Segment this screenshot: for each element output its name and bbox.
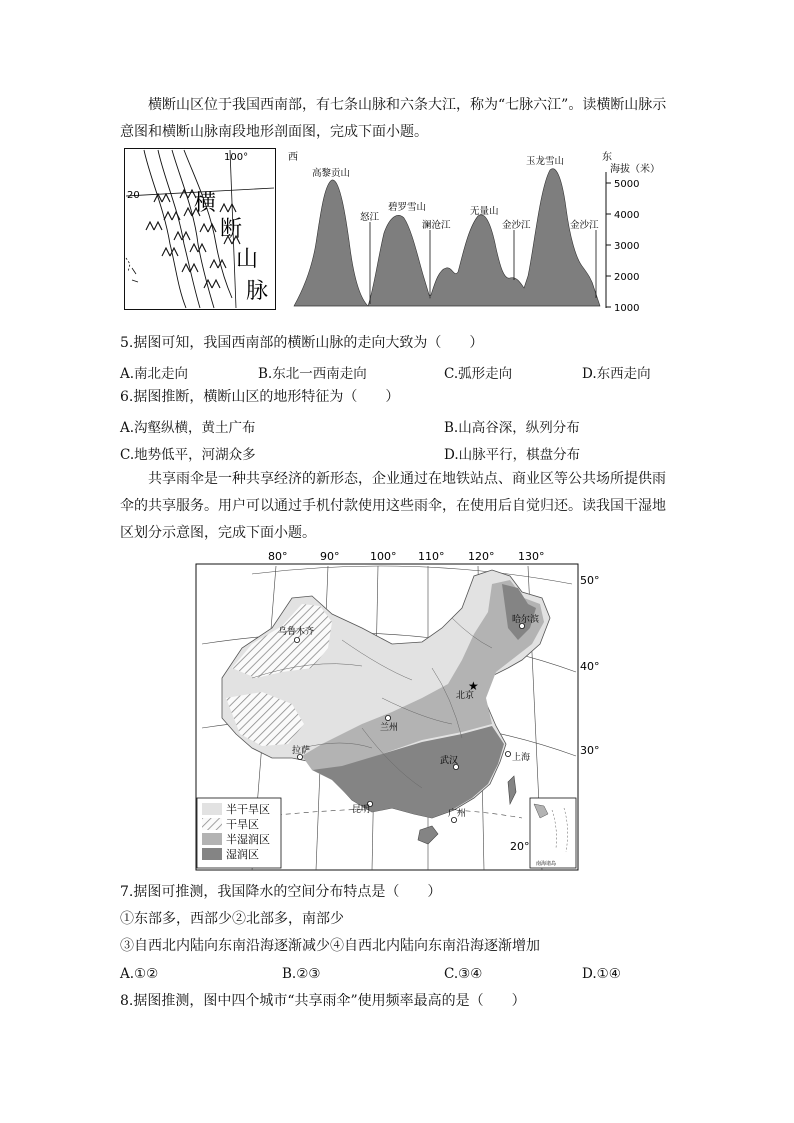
- q5-option-c[interactable]: C.弧形走向: [444, 366, 513, 382]
- profile-ytick-4000: 4000: [614, 210, 640, 221]
- q7-option-b[interactable]: B.②③: [282, 966, 321, 982]
- profile-ytick-5000: 5000: [614, 179, 640, 190]
- q7-option-c[interactable]: C.③④: [444, 966, 483, 982]
- q7-stem: 7.据图可推测，我国降水的空间分布特点是（ ）: [120, 884, 442, 900]
- city-wuhan: 武汉: [440, 756, 459, 766]
- city-kunming: 昆明: [352, 805, 371, 815]
- profile-label-1: 高黎贡山: [312, 168, 351, 179]
- legend-semihumid: 半湿润区: [226, 833, 270, 846]
- map1-lon-label: 100°: [224, 152, 249, 163]
- map1-lat-label: 20: [127, 190, 140, 201]
- profile-ytick-1000: 1000: [614, 303, 640, 314]
- profile-east: 东: [602, 152, 612, 163]
- terrain-profile: [284, 148, 674, 314]
- legend-arid: 干旱区: [226, 818, 259, 831]
- legend-humid: 湿润区: [226, 848, 259, 861]
- q5-option-a[interactable]: A.南北走向: [120, 366, 189, 382]
- q5-stem: 5.据图可知，我国西南部的横断山脉的走向大致为（ ）: [120, 335, 484, 351]
- lat-50: 50°: [580, 574, 600, 587]
- q7-statement-2: ③自西北内陆向东南沿海逐渐减少④自西北内陆向东南沿海逐渐增加: [120, 938, 540, 954]
- hengduan-map: [124, 148, 276, 310]
- profile-label-3: 碧罗雪山: [388, 202, 427, 213]
- city-shanghai: 上海: [512, 753, 531, 763]
- map1-char-4: 脉: [246, 279, 269, 304]
- intro2-line1: 共享雨伞是一种共享经济的新形态，企业通过在地铁站点、商业区等公共场所提供雨: [148, 471, 666, 487]
- intro2-line2: 伞的共享服务。用户可以通过手机付款使用这些雨伞，在使用后自觉归还。读我国干湿地: [120, 498, 666, 514]
- q6-option-b[interactable]: B.山高谷深，纵列分布: [444, 420, 580, 436]
- lat-40: 40°: [580, 660, 600, 673]
- map1-char-3: 山: [236, 247, 259, 272]
- q7-option-a[interactable]: A.①②: [120, 966, 159, 982]
- profile-label-6: 金沙江: [502, 220, 531, 231]
- lon-90: 90°: [320, 550, 340, 563]
- lon-130: 130°: [518, 550, 545, 563]
- lon-80: 80°: [268, 550, 288, 563]
- terrain-silhouette: [294, 169, 600, 306]
- q6-option-d[interactable]: D.山脉平行，棋盘分布: [444, 447, 581, 463]
- profile-label-7: 玉龙雪山: [526, 156, 565, 167]
- q7-statement-1: ①东部多，西部少②北部多，南部少: [120, 911, 344, 927]
- lat-30: 30°: [580, 744, 600, 757]
- q6-option-a[interactable]: A.沟壑纵横，黄土广布: [120, 420, 256, 436]
- city-guangzhou: 广州: [448, 809, 467, 819]
- intro1-line2: 意图和横断山脉南段地形剖面图，完成下面小题。: [120, 124, 428, 140]
- legend-swatch-semihumid: [202, 833, 222, 845]
- q5-option-b[interactable]: B.东北一西南走向: [258, 366, 367, 382]
- city-urumqi: 乌鲁木齐: [278, 627, 315, 637]
- city-lanzhou: 兰州: [380, 723, 399, 733]
- q5-option-d[interactable]: D.东西走向: [582, 366, 651, 382]
- lon-110: 110°: [418, 550, 445, 563]
- profile-unit: 海拔（米）: [610, 164, 660, 175]
- intro1-line1: 横断山区位于我国西南部，有七条山脉和六条大江，称为“七脉六江”。读横断山脉示: [148, 97, 667, 113]
- legend-swatch-semiarid: [202, 803, 222, 815]
- legend-swatch-arid: [202, 818, 222, 830]
- q7-option-d[interactable]: D.①④: [582, 966, 621, 982]
- city-lhasa: 拉萨: [292, 746, 311, 756]
- inset-caption: 南海诸岛: [536, 861, 557, 867]
- lon-120: 120°: [468, 550, 495, 563]
- profile-label-2: 怒江: [360, 212, 380, 223]
- q6-option-c[interactable]: C.地势低平，河湖众多: [120, 447, 256, 463]
- q6-stem: 6.据图推断，横断山区的地形特征为（ ）: [120, 389, 400, 405]
- profile-label-8: 金沙江: [570, 220, 599, 231]
- capital-star-icon: ★: [468, 679, 479, 693]
- map1-char-1: 横: [194, 191, 217, 216]
- lat-20: 20°: [510, 840, 530, 853]
- profile-ytick-3000: 3000: [614, 241, 640, 252]
- profile-label-5: 无量山: [470, 206, 499, 217]
- city-harbin: 哈尔滨: [512, 615, 540, 625]
- china-drywet-map: [192, 548, 608, 874]
- map1-char-2: 断: [220, 217, 243, 242]
- profile-ytick-2000: 2000: [614, 272, 640, 283]
- legend-semiarid: 半干旱区: [226, 803, 270, 816]
- lon-100: 100°: [370, 550, 397, 563]
- profile-west: 西: [288, 152, 298, 163]
- intro2-line3: 区划分示意图，完成下面小题。: [120, 525, 316, 541]
- q8-stem: 8.据图推测，图中四个城市“共享雨伞”使用频率最高的是（ ）: [120, 993, 526, 1009]
- profile-label-4: 澜沧江: [422, 220, 451, 231]
- city-beijing: 北京: [456, 691, 475, 701]
- legend-swatch-humid: [202, 848, 222, 860]
